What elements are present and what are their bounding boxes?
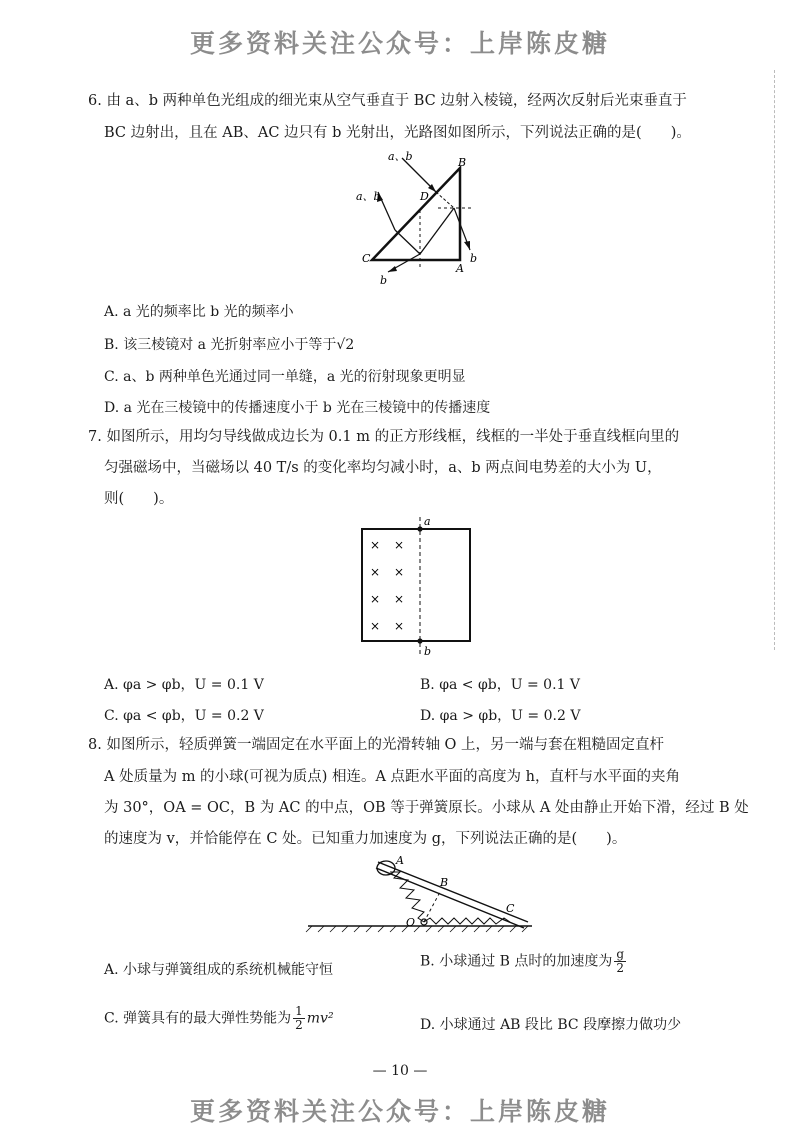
- q7-option-b: B. φa < φb，U = 0.1 V: [420, 677, 580, 693]
- label-b-bottom: b: [380, 274, 388, 287]
- q8-stem-line1: 8. 如图所示，轻质弹簧一端固定在水平面上的光滑转轴 O 上，另一端与套在粗糙固定直杆: [88, 737, 665, 753]
- spring-coil: [390, 872, 424, 922]
- q8-option-b-fraction: [614, 948, 626, 975]
- q8-option-c-text: C. 弹簧具有的最大弹性势能为: [104, 1010, 292, 1027]
- q6-stem-line1: 6. 由 a、b 两种单色光组成的细光束从空气垂直于 BC 边射入棱镜，经两次反射后光束垂直于: [88, 93, 687, 109]
- label-O: O: [406, 916, 416, 929]
- label-B: B: [458, 156, 467, 169]
- q8-option-b-num: g: [616, 947, 625, 961]
- label-b-right: b: [470, 252, 478, 265]
- label-b: b: [424, 645, 432, 658]
- label-C: C: [506, 902, 515, 915]
- label-C: C: [362, 252, 371, 265]
- label-A: A: [456, 262, 464, 275]
- q6-option-c: C. a、b 两种单色光通过同一单缝，a 光的衍射现象更明显: [104, 369, 466, 385]
- q6-option-a: A. a 光的频率比 b 光的频率小: [104, 304, 294, 320]
- q6-option-b: B. 该三棱镜对 a 光折射率应小于等于√2: [104, 337, 355, 353]
- q7-stem-line1: 7. 如图所示，用均匀导线做成边长为 0.1 m 的正方形线框，线框的一半处于垂直线框向里的: [88, 429, 680, 445]
- svg-text:×: ×: [394, 538, 405, 552]
- margin-line: [774, 70, 776, 650]
- label-a: a: [424, 515, 431, 528]
- ob-dashed: [424, 892, 440, 922]
- q7-option-c: C. φa < φb，U = 0.2 V: [104, 708, 264, 724]
- label-ab-left: a、b: [356, 190, 381, 203]
- label-B: B: [440, 876, 449, 889]
- q7-coil-figure: [350, 513, 490, 663]
- q6-stem-line2: BC 边射出，且在 AB、AC 边只有 b 光射出，光路图如图所示，下列说法正确的是( )。: [104, 125, 691, 141]
- svg-text:×: ×: [370, 592, 381, 606]
- svg-text:×: ×: [370, 619, 381, 633]
- page-number: — 10 —: [372, 1063, 428, 1079]
- q8-option-c-den: 2: [295, 1018, 303, 1032]
- q6-option-d: D. a 光在三棱镜中的传播速度小于 b 光在三棱镜中的传播速度: [104, 400, 491, 416]
- q8-option-b: [420, 948, 628, 975]
- svg-text:×: ×: [394, 592, 405, 606]
- svg-text:×: ×: [370, 565, 381, 579]
- svg-text:×: ×: [370, 538, 381, 552]
- q8-option-b-text: B. 小球通过 B 点时的加速度为: [420, 953, 613, 970]
- q8-stem-line3: 为 30°，OA = OC，B 为 AC 的中点，OB 等于弹簧原长。小球从 A 处由静止开始下滑，经过 B 处: [104, 800, 749, 816]
- label-D: D: [420, 190, 429, 203]
- q6-prism-figure: [350, 150, 490, 290]
- prism-triangle: [372, 168, 460, 260]
- q8-option-c: [104, 1005, 334, 1032]
- point-b: [417, 638, 422, 643]
- watermark-top: 更多资料关注公众号：上岸陈皮糖: [189, 29, 610, 58]
- q8-option-c-tail: mv²: [306, 1010, 334, 1027]
- point-a: [417, 526, 422, 531]
- q7-option-d: D. φa > φb，U = 0.2 V: [420, 708, 581, 724]
- watermark-bottom: 更多资料关注公众号：上岸陈皮糖: [189, 1097, 610, 1126]
- q8-stem-line2: A 处质量为 m 的小球(可视为质点) 相连。A 点距水平面的高度为 h，直杆与水平面的夹角: [104, 769, 680, 785]
- q7-option-a: A. φa > φb，U = 0.1 V: [104, 677, 264, 693]
- svg-text:×: ×: [394, 619, 405, 633]
- q8-option-c-fraction: [293, 1005, 305, 1032]
- q7-stem-line3: 则( )。: [104, 491, 174, 507]
- q8-option-b-den: 2: [616, 961, 625, 975]
- svg-text:×: ×: [394, 565, 405, 579]
- rod-bottom: [376, 868, 524, 928]
- label-ab-top: a、b: [388, 150, 413, 163]
- q8-option-a: A. 小球与弹簧组成的系统机械能守恒: [104, 962, 334, 978]
- q8-option-c-num: 1: [295, 1004, 303, 1018]
- q8-option-d: D. 小球通过 AB 段比 BC 段摩擦力做功少: [420, 1017, 682, 1033]
- q8-spring-rod-figure: [300, 852, 540, 938]
- magnetic-field-crosses: [370, 538, 404, 633]
- label-A: A: [396, 854, 404, 867]
- ground-hatch: [306, 926, 528, 932]
- q8-stem-line4: 的速度为 v，并恰能停在 C 处。已知重力加速度为 g，下列说法正确的是( )。: [104, 831, 627, 847]
- q7-stem-line2: 匀强磁场中，当磁场以 40 T/s 的变化率均匀减小时，a、b 两点间电势差的大小为 U，: [104, 460, 662, 476]
